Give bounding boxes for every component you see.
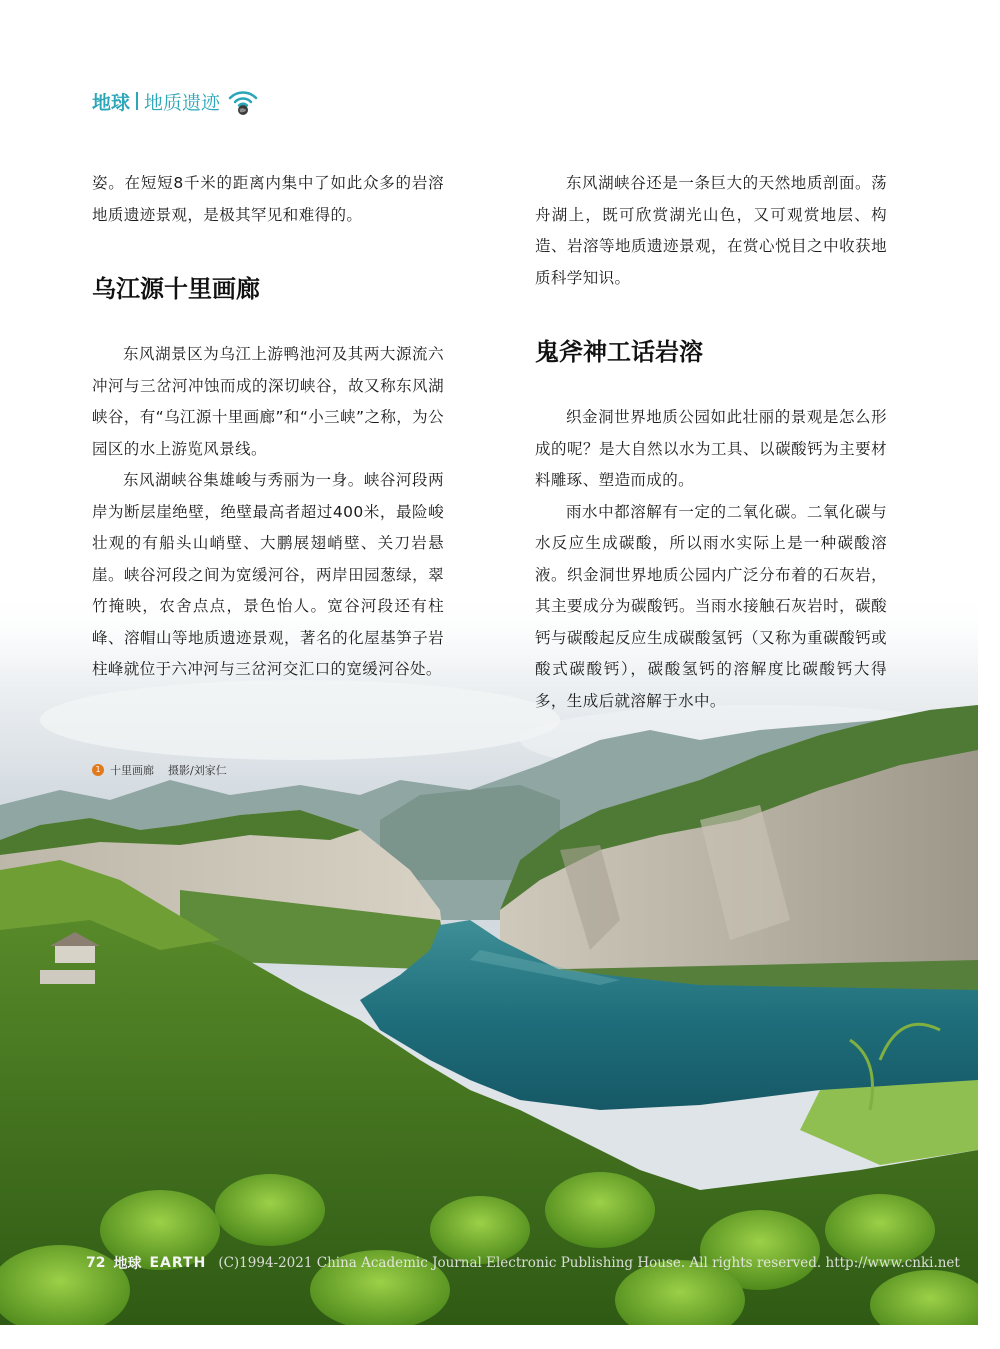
- photo-caption: [92, 762, 227, 778]
- section-subtitle: 地质遗迹: [144, 91, 221, 114]
- left-paragraph-3: 东风湖峡谷集雄峻与秀丽为一身。峡谷河段两岸为断层崖绝壁，绝壁最高者超过400米，最险峻壮观的有船头山峭壁、大鹏展翅峭壁、关刀岩悬崖。峡谷河段之间为宽缓河谷，两岸田园葱绿，翠竹掩映，农舍点点，景色怡人。宽谷河段还有柱峰、溶帽山等地质遗迹景观，著名的化屋基笋子岩柱峰就位于六冲河与三岔河交汇口的宽缓河谷处。: [92, 471, 444, 678]
- magazine-name-en: EARTH: [149, 1255, 207, 1271]
- right-column: [535, 168, 887, 717]
- left-paragraph-2: 东风湖景区为乌江上游鸭池河及其两大源流六冲河与三岔河冲蚀而成的深切峡谷，故又称东风湖峡谷，有“乌江源十里画廊”和“小三峡”之称，为公园区的水上游览风景线。: [92, 345, 444, 458]
- heading-karst: 鬼斧神工话岩溶: [535, 338, 703, 366]
- right-paragraph-2: 织金洞世界地质公园如此壮丽的景观是怎么形成的呢？是大自然以水为工具、以碳酸钙为主要材料雕琢、塑造而成的。: [535, 408, 887, 489]
- caption-title: 十里画廊: [110, 764, 154, 777]
- left-paragraph-1: 姿。在短短8千米的距离内集中了如此众多的岩溶地质遗迹景观，是极其罕见和难得的。: [92, 174, 444, 224]
- page-number: 72: [86, 1255, 106, 1271]
- right-paragraph-1: 东风湖峡谷还是一条巨大的天然地质剖面。荡舟湖上，既可欣赏湖光山色，又可观赏地层、构造、岩溶等地质遗迹景观，在赏心悦目之中收获地质科学知识。: [535, 174, 887, 287]
- left-column: [92, 168, 444, 686]
- section-divider: [136, 92, 138, 110]
- signal-globe-icon: [226, 86, 260, 116]
- section-header: [92, 86, 260, 116]
- heading-wujiangyuan: 乌江源十里画廊: [92, 275, 260, 303]
- page-footer: [86, 1253, 960, 1273]
- caption-credit: 摄影/刘家仁: [168, 764, 227, 777]
- right-paragraph-3: 雨水中都溶解有一定的二氧化碳。二氧化碳与水反应生成碳酸，所以雨水实际上是一种碳酸溶液。织金洞世界地质公园内广泛分布着的石灰岩，其主要成分为碳酸钙。当雨水接触石灰岩时，碳酸钙与碳酸起反应生成碳酸氢钙（又称为重碳酸钙或酸式碳酸钙），碳酸氢钙的溶解度比碳酸钙大得多，生成后就溶解于水中。: [535, 502, 887, 710]
- caption-number-badge: 1: [92, 764, 104, 776]
- copyright-notice: (C)1994-2021 China Academic Journal Electronic Publishing House. All rights reserved. http://www.cnki.net: [218, 1255, 960, 1271]
- magazine-name-cn: 地球: [113, 1256, 142, 1272]
- section-title: 地球: [92, 91, 131, 114]
